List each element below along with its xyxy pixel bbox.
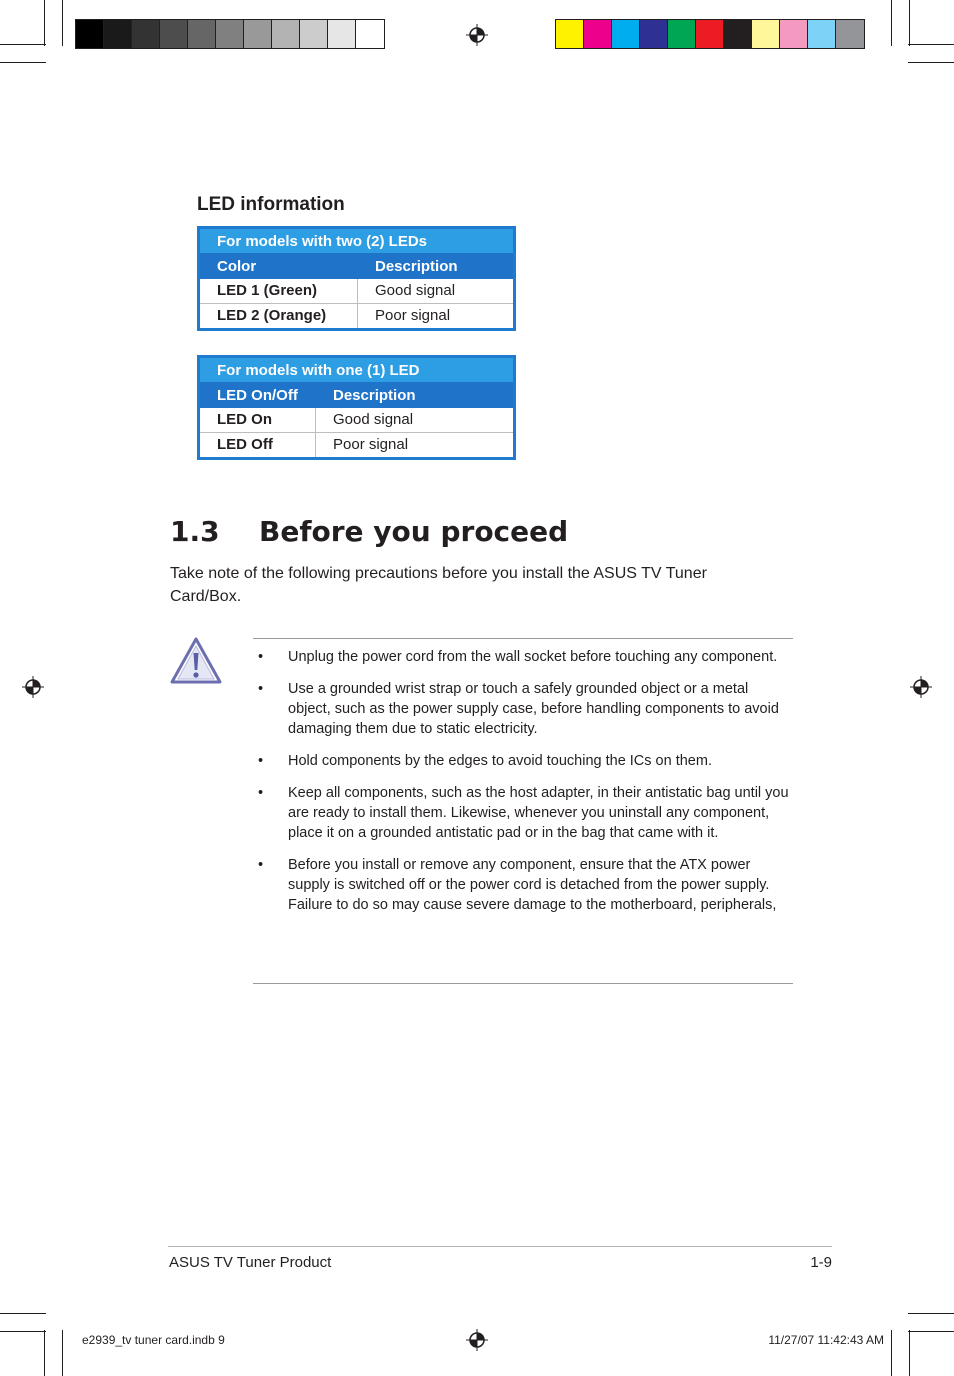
crop-mark bbox=[909, 0, 910, 46]
table-cell: Poor signal bbox=[333, 436, 409, 453]
crop-mark bbox=[908, 44, 954, 45]
led-table-one bbox=[197, 355, 516, 460]
list-item-text: Hold components by the edges to avoid touching the ICs on them. bbox=[288, 753, 712, 769]
table-header bbox=[200, 382, 513, 408]
led-info-title: LED information bbox=[197, 194, 345, 215]
table-header bbox=[200, 253, 513, 279]
crop-mark bbox=[62, 0, 63, 46]
color-swatch bbox=[724, 20, 752, 48]
table-caption: For models with two (2) LEDs bbox=[200, 229, 513, 253]
header-cell: LED On/Off bbox=[217, 387, 298, 404]
table-cell: LED 1 (Green) bbox=[200, 279, 358, 303]
bullet: • bbox=[258, 785, 264, 801]
slug-timestamp: 11/27/07 11:42:43 AM bbox=[768, 1333, 884, 1347]
list-item bbox=[253, 647, 793, 667]
process-color-bar bbox=[555, 19, 865, 49]
section-number: 1.3 bbox=[170, 515, 220, 548]
list-item bbox=[253, 679, 793, 739]
crop-mark bbox=[0, 44, 46, 45]
grayscale-color-bar bbox=[75, 19, 385, 49]
color-swatch bbox=[188, 20, 216, 48]
bullet: • bbox=[258, 753, 264, 769]
color-swatch bbox=[356, 20, 384, 48]
list-item-text: Use a grounded wrist strap or touch a safely grounded object or a metal object, such as the power supply case, before handling components to avoid damaging them due to static electricity. bbox=[288, 681, 779, 737]
footer-rule bbox=[168, 1246, 832, 1247]
header-cell: Description bbox=[375, 258, 458, 275]
color-swatch bbox=[272, 20, 300, 48]
color-swatch bbox=[836, 20, 864, 48]
slug-file: e2939_tv tuner card.indb 9 bbox=[82, 1333, 225, 1347]
warning-triangle-icon bbox=[169, 636, 223, 686]
color-swatch bbox=[160, 20, 188, 48]
registration-mark-icon bbox=[22, 676, 44, 698]
color-swatch bbox=[104, 20, 132, 48]
section-heading bbox=[170, 515, 568, 548]
list-item-text: Unplug the power cord from the wall socket before touching any component. bbox=[288, 649, 778, 665]
crop-mark bbox=[891, 1330, 892, 1376]
bullet: • bbox=[258, 649, 264, 665]
color-swatch bbox=[584, 20, 612, 48]
header-cell: Description bbox=[333, 387, 416, 404]
registration-mark-icon bbox=[466, 1329, 488, 1351]
color-swatch bbox=[76, 20, 104, 48]
color-swatch bbox=[668, 20, 696, 48]
crop-mark bbox=[44, 0, 45, 46]
color-swatch bbox=[216, 20, 244, 48]
crop-mark bbox=[908, 1313, 954, 1314]
page-number: 1-9 bbox=[810, 1254, 832, 1271]
registration-mark-icon bbox=[910, 676, 932, 698]
crop-mark bbox=[908, 1331, 954, 1332]
color-swatch bbox=[612, 20, 640, 48]
crop-mark bbox=[909, 1330, 910, 1376]
color-swatch bbox=[328, 20, 356, 48]
crop-mark bbox=[0, 1331, 46, 1332]
header-cell: Color bbox=[217, 258, 257, 275]
color-swatch bbox=[244, 20, 272, 48]
table-cell: LED 2 (Orange) bbox=[200, 304, 358, 328]
table-caption: For models with one (1) LED bbox=[200, 358, 513, 382]
crop-mark bbox=[908, 62, 954, 63]
color-swatch bbox=[640, 20, 668, 48]
color-swatch bbox=[808, 20, 836, 48]
crop-mark bbox=[891, 0, 892, 46]
bullet: • bbox=[258, 681, 264, 697]
table-row bbox=[200, 432, 513, 457]
crop-mark bbox=[0, 62, 46, 63]
table-cell: Good signal bbox=[333, 411, 414, 428]
color-swatch bbox=[300, 20, 328, 48]
table-row bbox=[200, 303, 513, 328]
color-swatch bbox=[780, 20, 808, 48]
crop-mark bbox=[44, 1330, 45, 1376]
table-cell: Poor signal bbox=[375, 307, 451, 324]
table-cell: Good signal bbox=[375, 282, 456, 299]
table-cell: LED On bbox=[200, 408, 316, 432]
precautions-list bbox=[253, 647, 793, 927]
list-item bbox=[253, 855, 793, 915]
section-title: Before you proceed bbox=[259, 515, 569, 548]
color-swatch bbox=[696, 20, 724, 48]
table-cell: LED Off bbox=[200, 433, 316, 457]
list-item-text: Keep all components, such as the host adapter, in their antistatic bag until you are ready to install them. Likewise, whenever you uninstall any component, place it on a grounded antistatic pad or in the bag that came with it. bbox=[288, 785, 789, 841]
color-swatch bbox=[132, 20, 160, 48]
list-item-text: Before you install or remove any component, ensure that the ATX power supply is switched off or the power cord is detached from the power supply. Failure to do so may cause severe damage to the motherboard, peripherals, bbox=[288, 857, 777, 913]
color-swatch bbox=[556, 20, 584, 48]
list-item bbox=[253, 783, 793, 843]
led-table-two bbox=[197, 226, 516, 331]
bullet: • bbox=[258, 857, 264, 873]
registration-mark-icon bbox=[466, 24, 488, 46]
color-swatch bbox=[752, 20, 780, 48]
footer-product: ASUS TV Tuner Product bbox=[169, 1254, 332, 1271]
table-row bbox=[200, 408, 513, 432]
intro-paragraph: Take note of the following precautions before you install the ASUS TV Tuner Card/Box. bbox=[170, 565, 707, 605]
list-item bbox=[253, 751, 793, 771]
crop-mark bbox=[62, 1330, 63, 1376]
crop-mark bbox=[0, 1313, 46, 1314]
precautions-notice bbox=[253, 638, 793, 984]
table-row bbox=[200, 279, 513, 303]
